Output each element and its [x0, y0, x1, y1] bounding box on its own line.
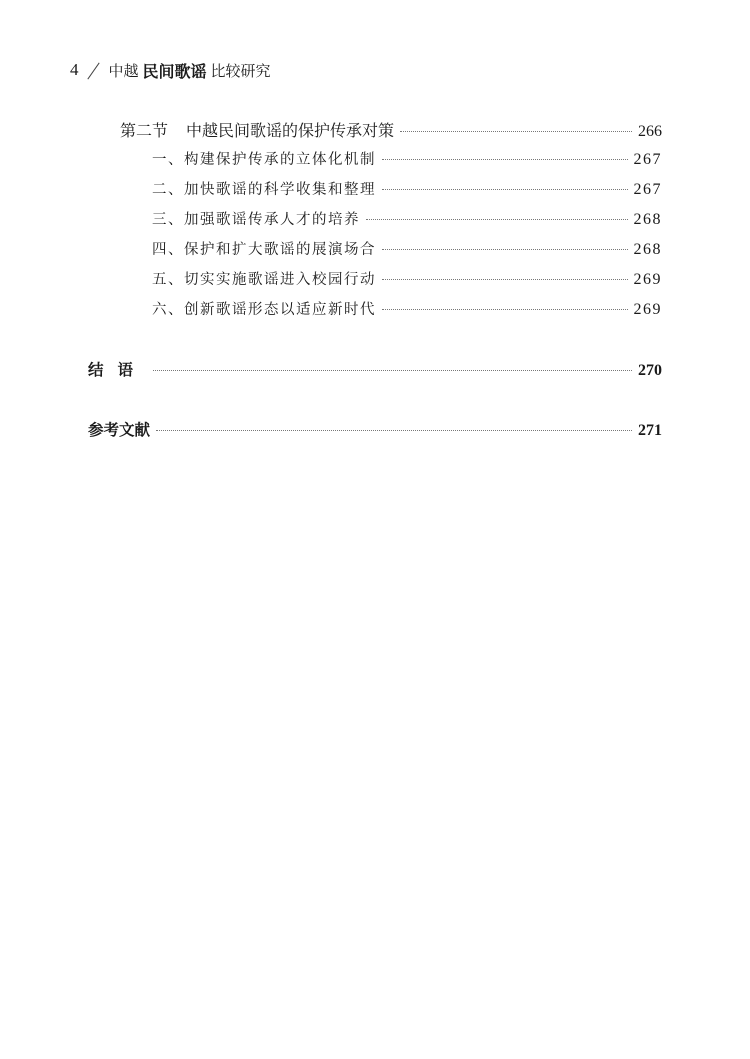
toc-section-entry[interactable] — [120, 118, 662, 141]
book-title-prefix: 中越 — [108, 61, 139, 80]
slash-divider-icon — [87, 61, 101, 79]
toc-subsection-entry[interactable] — [152, 268, 662, 289]
leader-dots — [382, 309, 628, 310]
toc-subsection-entry[interactable] — [152, 148, 662, 169]
book-title-emphasis: 民间歌谣 — [142, 61, 207, 81]
toc-subsection-entry[interactable] — [152, 178, 662, 199]
toc-subsection-entry[interactable] — [152, 208, 662, 229]
page-ref: 269 — [633, 301, 662, 318]
subsection-title: 四、保护和扩大歌谣的展演场合 — [152, 242, 376, 258]
page-ref: 267 — [633, 181, 662, 198]
subsection-title: 五、切实实施歌谣进入校园行动 — [152, 272, 376, 288]
toc-subsection-entry[interactable] — [152, 298, 662, 319]
conclusion-title: 结语 — [88, 361, 148, 379]
leader-dots — [382, 249, 628, 250]
subsection-title: 一、构建保护传承的立体化机制 — [152, 152, 376, 168]
leader-dots — [382, 189, 628, 190]
section-number: 第二节 — [120, 121, 169, 140]
book-title-suffix: 比较研究 — [210, 61, 271, 80]
toc-conclusion-entry[interactable] — [88, 358, 662, 380]
book-title — [109, 59, 271, 82]
leader-dots — [366, 219, 628, 220]
page-ref: 269 — [633, 271, 662, 288]
subsection-title: 六、创新歌谣形态以适应新时代 — [152, 302, 376, 318]
subsection-title: 三、加强歌谣传承人才的培养 — [152, 212, 360, 228]
references-title: 参考文献 — [88, 421, 151, 439]
running-header — [70, 50, 271, 90]
page-number: 4 — [70, 60, 79, 79]
page-ref: 270 — [638, 362, 662, 379]
toc-subsection-entry[interactable] — [152, 238, 662, 259]
leader-dots — [400, 131, 632, 132]
page-ref: 267 — [633, 151, 662, 168]
subsection-title: 二、加快歌谣的科学收集和整理 — [152, 182, 376, 198]
page-ref: 268 — [633, 241, 662, 258]
page-ref: 266 — [638, 123, 662, 140]
page-ref: 268 — [633, 211, 662, 228]
section-title: 中越民间歌谣的保护传承对策 — [186, 121, 395, 140]
page-ref: 271 — [638, 422, 662, 439]
toc-references-entry[interactable] — [88, 418, 662, 440]
leader-dots — [153, 370, 632, 371]
leader-dots — [156, 430, 632, 431]
leader-dots — [382, 159, 628, 160]
leader-dots — [382, 279, 628, 280]
